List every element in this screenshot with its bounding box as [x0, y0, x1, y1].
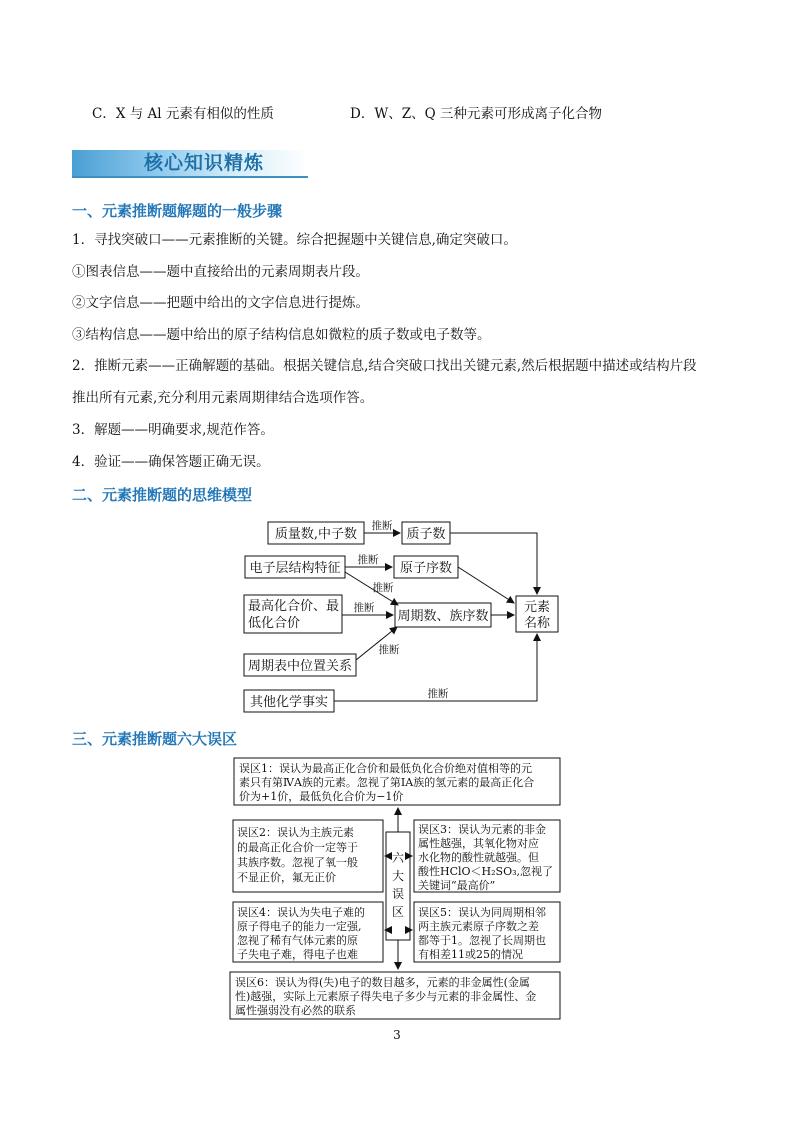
label-valence-2: 低化合价: [248, 616, 301, 631]
arrow-number-to-element: [458, 567, 514, 603]
section1-heading: 一、元素推断题解题的一般步骤: [72, 202, 283, 220]
option-d: D．W、Z、Q 三种元素可形成离子化合物: [350, 106, 602, 122]
label-table-position: 周期表中位置关系: [247, 659, 353, 674]
page-number: 3: [393, 1028, 401, 1042]
m3-line-5: 关键词“最高价”: [418, 879, 496, 892]
arrow-label-3: 推断: [372, 582, 394, 594]
box-six-misconceptions: [386, 832, 410, 940]
m5-line-1: 误区5：误认为同周期相邻: [418, 906, 546, 919]
section2-heading: 二、元素推断题的思维模型: [72, 486, 253, 504]
m3-line-2: 属性越强，其氧化物对应: [418, 837, 539, 850]
s1-line-1: 1．寻找突破口——元素推断的关键。综合把握题中关键信息,确定突破口。: [72, 232, 517, 248]
m5-line-4: 有相差11或25的情况: [418, 948, 523, 961]
s1-line-5: 2．推断元素——正确解题的基础。根据关键信息,结合突破口找出关键元素,然后根据题中描述或结构片段: [72, 358, 697, 374]
m6-line-2: 性)越强，实际上元素原子得失电子多少与元素的非金属性、金: [235, 990, 537, 1003]
arrow-label-2: 推断: [357, 554, 379, 566]
m1-line-2: 素只有第ⅣA族的元素。忽视了第ⅠA族的氢元素的最高正化合: [239, 776, 535, 789]
arrow-proton-to-element: [450, 533, 537, 594]
label-valence-1: 最高化合价、最: [248, 599, 340, 614]
s1-line-2: ①图表信息——题中直接给出的元素周期表片段。: [72, 264, 369, 280]
center-char-2: 大: [391, 869, 405, 883]
arrow-label-4: 推断: [353, 602, 375, 614]
m6-line-1: 误区6：误认为得(失)电子的数目越多，元素的非金属性(金属: [235, 976, 530, 989]
m4-line-3: 忽视了稀有气体元素的原: [237, 934, 358, 947]
m5-line-2: 两主族元素原子序数之差: [418, 920, 539, 933]
label-element-2: 名称: [523, 616, 551, 631]
label-other-facts: 其他化学事实: [249, 695, 329, 710]
label-element-1: 元素: [523, 600, 551, 615]
label-proton: 质子数: [406, 527, 446, 542]
m1-line-1: 误区1：误认为最高正化合价和最低负化合价绝对值相等的元: [239, 762, 532, 775]
m2-line-2: 的最高正化合价一定等于: [237, 841, 358, 854]
s1-line-6: 推出所有元素,充分利用元素周期律结合选项作答。: [72, 390, 374, 406]
label-period-group: 周期数、族序数: [397, 609, 489, 624]
m6-line-3: 属性强弱没有必然的联系: [235, 1004, 356, 1017]
label-electron-shell: 电子层结构特征: [249, 561, 341, 576]
banner-title: 核心知识精炼: [144, 152, 265, 174]
section3-heading: 三、元素推断题六大误区: [72, 730, 238, 748]
arrow-label-5: 推断: [378, 644, 400, 656]
arrow-label-1: 推断: [371, 520, 393, 532]
s1-line-7: 3．解题——明确要求,规范作答。: [72, 422, 274, 438]
center-char-1: 六: [391, 851, 405, 865]
s1-line-8: 4．验证——确保答题正确无误。: [72, 454, 270, 470]
m3-line-1: 误区3：误认为元素的非金: [418, 823, 546, 836]
m3-line-4: 酸性HClO＜H₂SO₃,忽视了: [418, 865, 554, 878]
center-char-4: 区: [391, 905, 405, 919]
m2-line-4: 不显正价，氟无正价: [237, 871, 336, 884]
option-c: C．X 与 Al 元素有相似的性质: [92, 106, 274, 122]
s1-line-3: ②文字信息——把题中给出的文字信息进行提炼。: [72, 295, 369, 311]
m2-line-1: 误区2：误认为主族元素: [237, 826, 354, 839]
label-mass-neutron: 质量数,中子数: [274, 527, 358, 542]
center-char-3: 误: [391, 887, 405, 901]
m4-line-4: 子失电子难，得电子也难: [237, 948, 358, 961]
arrow-label-6: 推断: [427, 688, 449, 700]
m2-line-3: 其族序数。忽视了氧一般: [237, 856, 358, 869]
label-atomic-number: 原子序数: [399, 561, 453, 576]
m1-line-3: 价为+1价，最低负化合价为−1价: [239, 790, 404, 803]
m4-line-1: 误区4：误认为失电子难的: [237, 906, 365, 919]
m5-line-3: 都等于1。忽视了长周期也: [418, 934, 546, 947]
s1-line-4: ③结构信息——题中给出的原子结构信息如微粒的质子数或电子数等。: [72, 327, 491, 343]
m4-line-2: 原子得电子的能力一定强,: [237, 920, 362, 933]
m3-line-3: 水化物的酸性就越强。但: [418, 851, 539, 864]
